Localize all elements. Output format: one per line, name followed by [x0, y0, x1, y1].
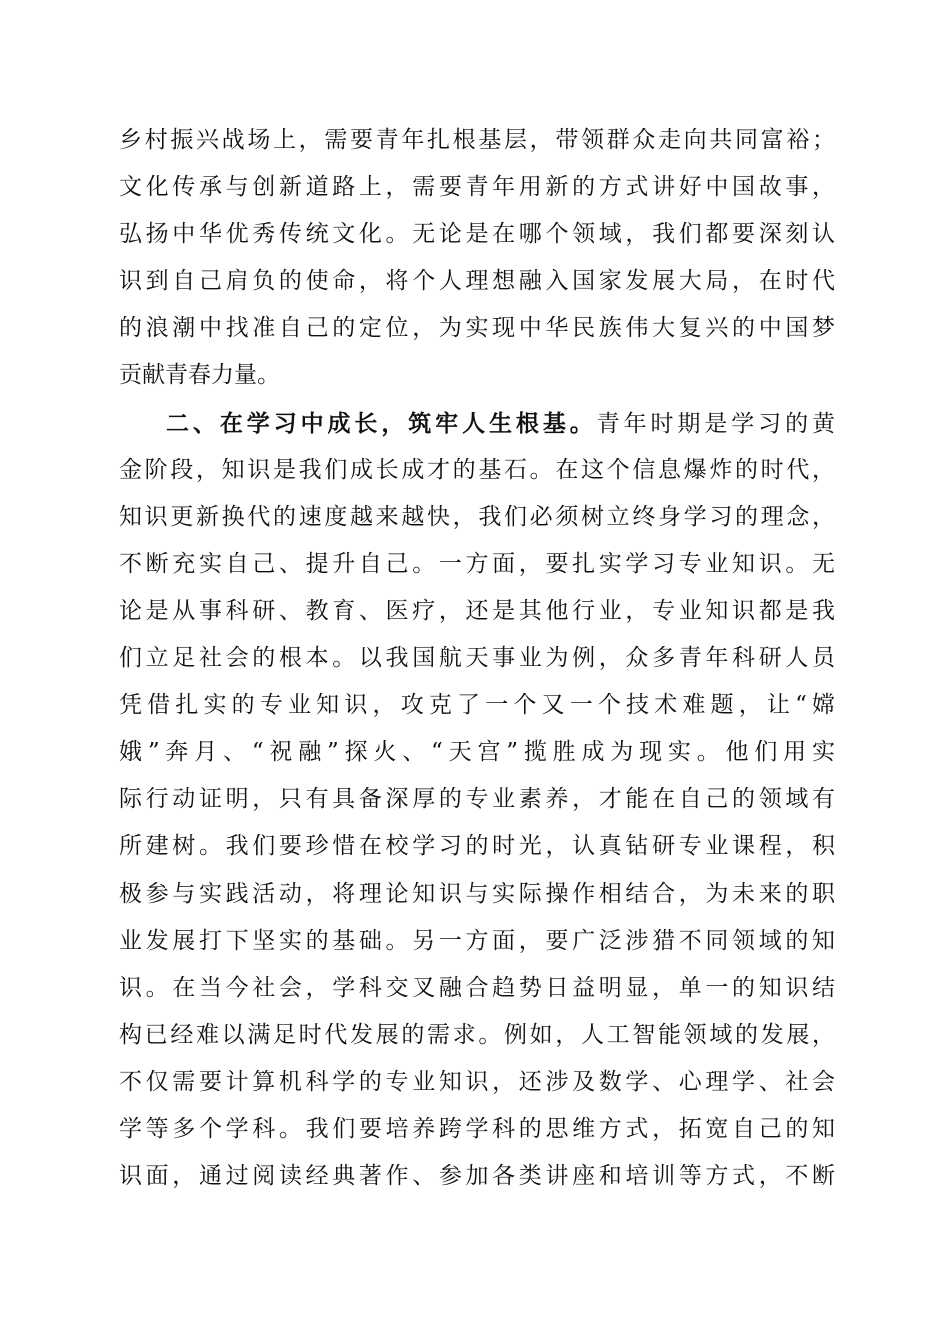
- section-first-line: [119, 400, 835, 447]
- text-line: 识到自己肩负的使命，将个人理想融入国家发展大局，在时代: [119, 268, 835, 295]
- text-line: 文化传承与创新道路上，需要青年用新的方式讲好中国故事，: [119, 174, 835, 201]
- paragraph-continuation: [119, 117, 835, 400]
- section-heading-followup: 青年时期是学习的黄: [596, 410, 836, 437]
- text-line: 金阶段，知识是我们成长成才的基石。在这个信息爆炸的时代，: [119, 456, 835, 483]
- text-line: 际行动证明，只有具备深厚的专业素养，才能在自己的领域有: [119, 786, 835, 813]
- text-line: 不仅需要计算机科学的专业知识，还涉及数学、心理学、社会: [119, 1068, 835, 1095]
- text-line: 所建树。我们要珍惜在校学习的时光，认真钻研专业课程，积: [119, 833, 835, 860]
- text-line: 识。在当今社会，学科交叉融合趋势日益明显，单一的知识结: [119, 974, 835, 1001]
- section-two-paragraph: [119, 400, 835, 1201]
- section-heading: 二、在学习中成长，筑牢人生根基。: [166, 409, 597, 437]
- text-line: 构已经难以满足时代发展的需求。例如，人工智能领域的发展，: [119, 1021, 835, 1048]
- text-line: 知识更新换代的速度越来越快，我们必须树立终身学习的理念，: [119, 503, 835, 530]
- text-line: 极参与实践活动，将理论知识与实际操作相结合，为未来的职: [119, 880, 835, 907]
- text-line: 不断充实自己、提升自己。一方面，要扎实学习专业知识。无: [119, 550, 835, 577]
- text-line: 娥”奔月、“祝融”探火、“天宫”揽胜成为现实。他们用实: [119, 739, 835, 766]
- text-line: 的浪潮中找准自己的定位，为实现中华民族伟大复兴的中国梦: [119, 315, 835, 342]
- text-line: 们立足社会的根本。以我国航天事业为例，众多青年科研人员: [119, 645, 835, 672]
- text-line: 贡献青春力量。: [119, 362, 280, 389]
- text-line: 论是从事科研、教育、医疗，还是其他行业，专业知识都是我: [119, 597, 835, 624]
- text-line: 乡村振兴战场上，需要青年扎根基层，带领群众走向共同富裕；: [119, 127, 835, 153]
- text-line: 弘扬中华优秀传统文化。无论是在哪个领域，我们都要深刻认: [119, 221, 835, 248]
- text-line: 识面，通过阅读经典著作、参加各类讲座和培训等方式，不断: [119, 1163, 835, 1190]
- text-line: 凭借扎实的专业知识，攻克了一个又一个技术难题，让“嫦: [119, 692, 835, 719]
- text-line: 业发展打下坚实的基础。另一方面，要广泛涉猎不同领域的知: [119, 927, 835, 954]
- text-line: 学等多个学科。我们要培养跨学科的思维方式，拓宽自己的知: [119, 1116, 835, 1142]
